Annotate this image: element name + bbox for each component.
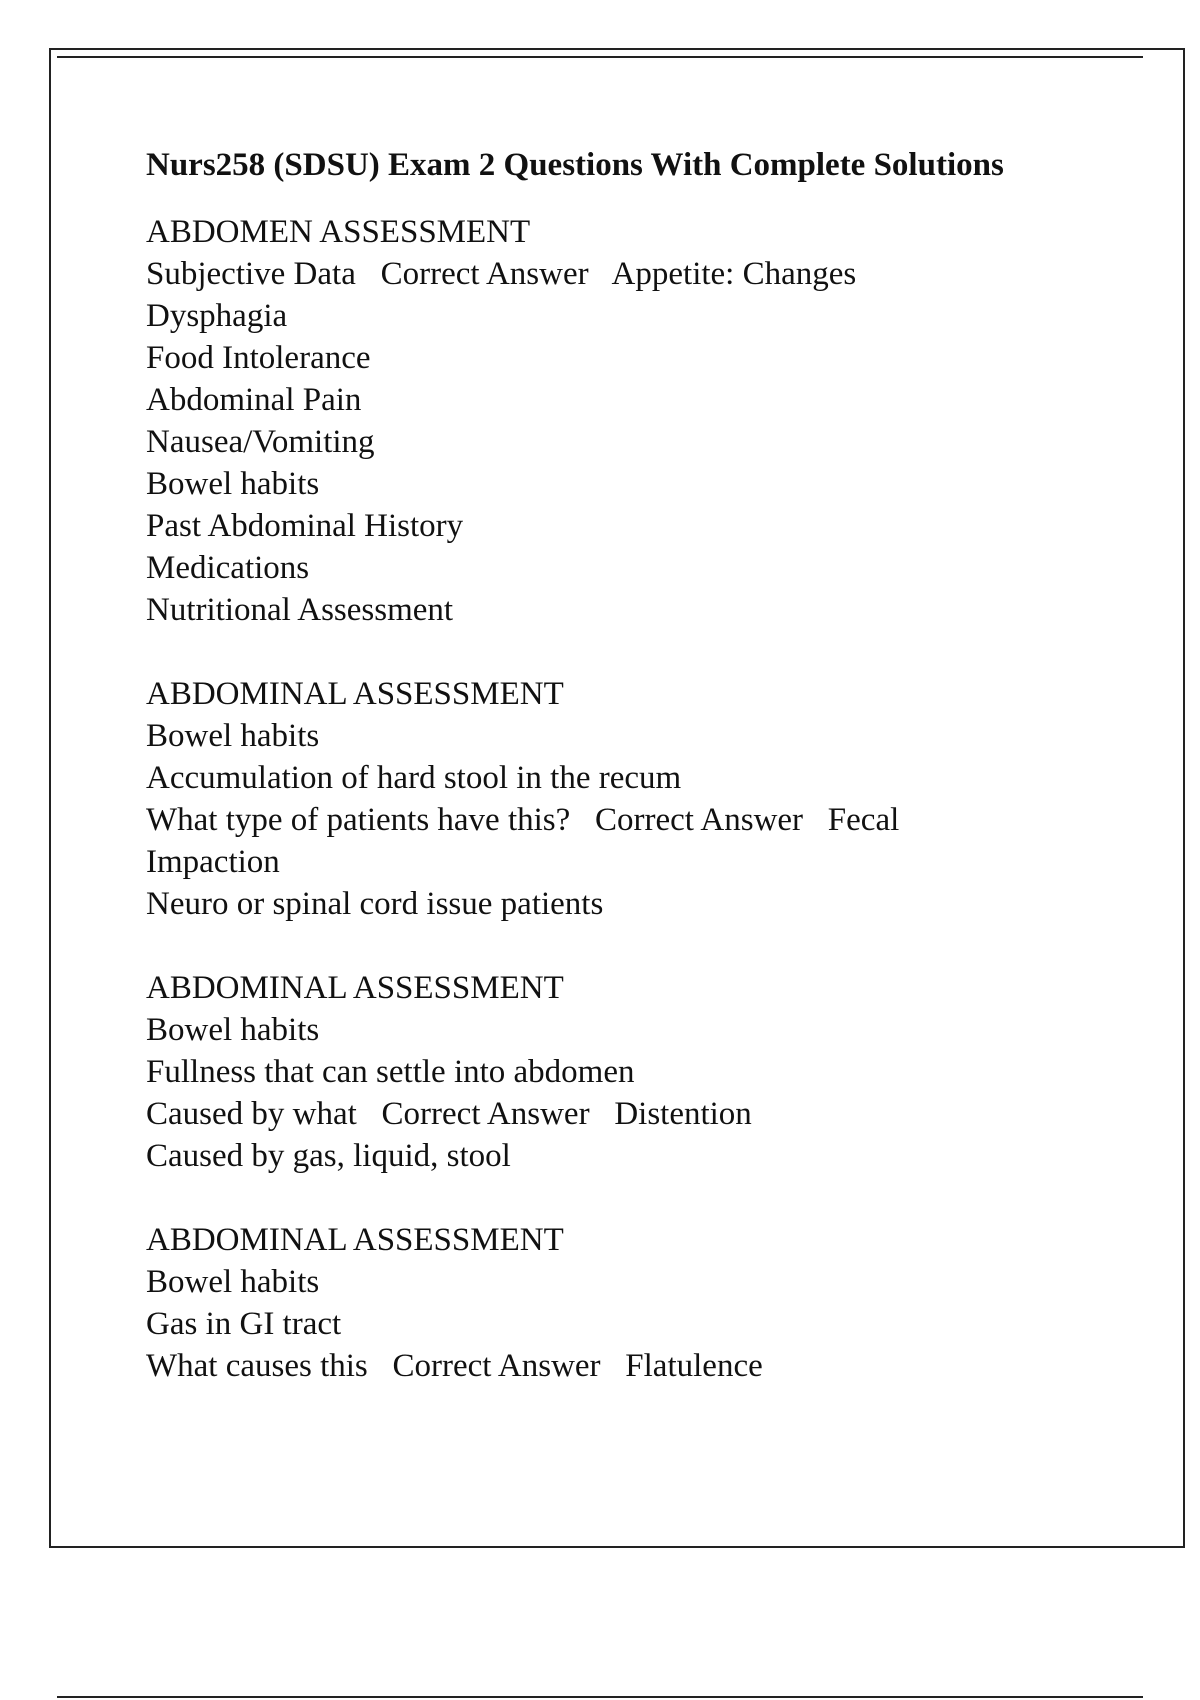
section-line: Past Abdominal History: [146, 508, 464, 544]
section-heading: ABDOMINAL ASSESSMENT: [146, 1222, 564, 1258]
bottom-rule-line: [57, 1696, 1143, 1698]
section-line: Medications: [146, 550, 310, 586]
document-title: Nurs258 (SDSU) Exam 2 Questions With Complete Solutions: [146, 147, 1004, 183]
section-line: Caused by gas, liquid, stool: [146, 1138, 511, 1174]
section-line: Food Intolerance: [146, 340, 371, 376]
section-line: Subjective Data Correct Answer Appetite: Changes: [146, 256, 857, 292]
qa-section-2: [146, 673, 1046, 925]
section-line: Caused by what Correct Answer Distention: [146, 1096, 752, 1132]
section-line: Bowel habits: [146, 718, 320, 754]
section-line: Bowel habits: [146, 1264, 320, 1300]
qa-section-4: [146, 1219, 1046, 1387]
top-rule-line: [57, 56, 1143, 58]
section-line: Bowel habits: [146, 466, 320, 502]
section-line: Abdominal Pain: [146, 382, 362, 418]
section-line: What type of patients have this? Correct Answer Fecal Impaction: [146, 802, 908, 880]
section-line: Nutritional Assessment: [146, 592, 454, 628]
section-heading: ABDOMEN ASSESSMENT: [146, 214, 531, 250]
section-line: Fullness that can settle into abdomen: [146, 1054, 635, 1090]
section-heading: ABDOMINAL ASSESSMENT: [146, 970, 564, 1006]
section-line: Dysphagia: [146, 298, 288, 334]
section-line: Neuro or spinal cord issue patients: [146, 886, 604, 922]
qa-section-3: [146, 967, 1046, 1177]
section-line: Accumulation of hard stool in the recum: [146, 760, 682, 796]
section-line: Nausea/Vomiting: [146, 424, 375, 460]
section-line: Gas in GI tract: [146, 1306, 342, 1342]
section-line: What causes this Correct Answer Flatulence: [146, 1348, 763, 1384]
qa-section-1: [146, 211, 1046, 631]
section-line: Bowel habits: [146, 1012, 320, 1048]
section-heading: ABDOMINAL ASSESSMENT: [146, 676, 564, 712]
document-body: [146, 145, 1046, 1429]
